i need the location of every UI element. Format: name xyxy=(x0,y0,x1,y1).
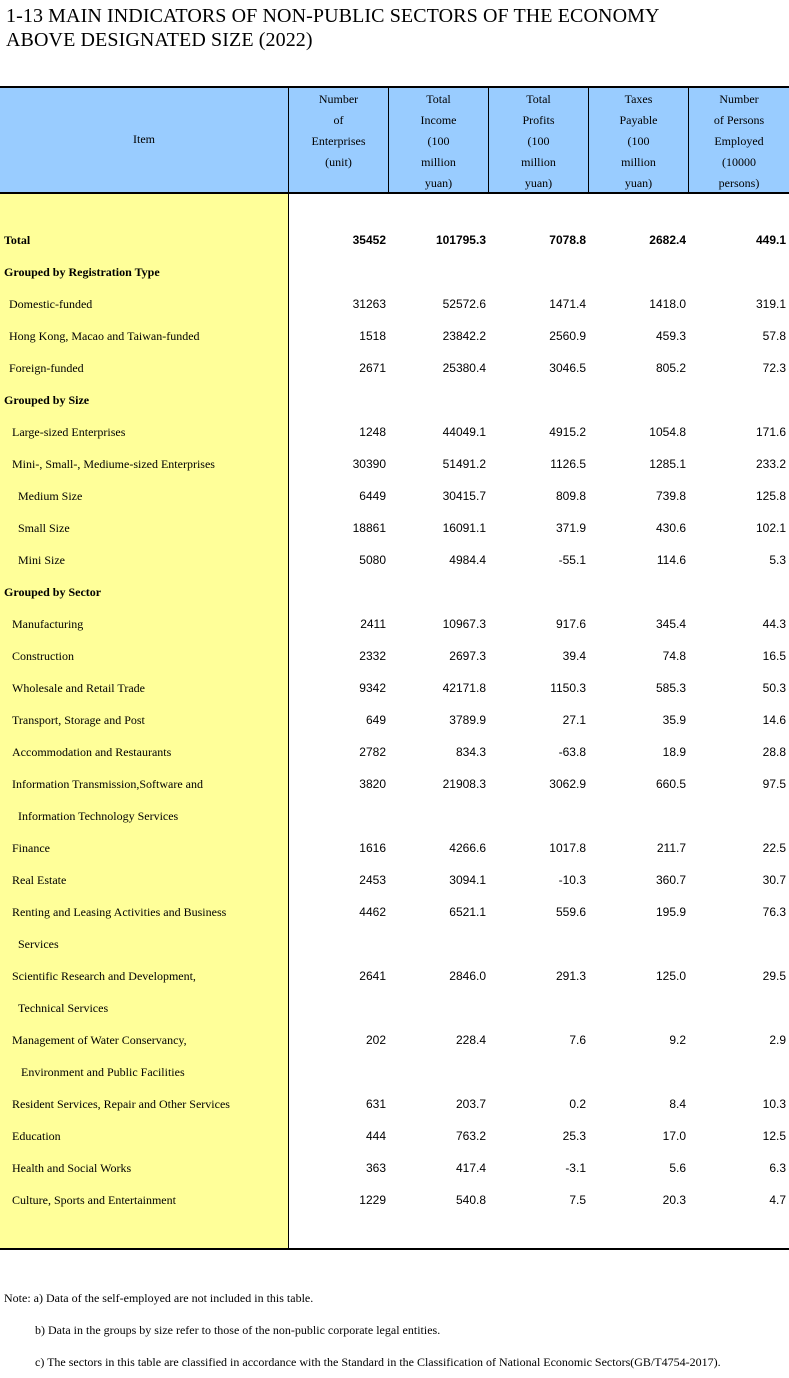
row-label: Grouped by Size xyxy=(4,393,90,407)
cell-value: 585.3 xyxy=(655,681,686,695)
row-label: Resident Services, Repair and Other Services xyxy=(12,1097,230,1111)
cell-value: 417.4 xyxy=(455,1161,486,1175)
row-label: Mini Size xyxy=(18,553,65,567)
cell-value: 1471.4 xyxy=(549,297,586,311)
cell-value: 360.7 xyxy=(655,873,686,887)
table-row xyxy=(0,1184,789,1216)
cell-value: 1229 xyxy=(359,1193,386,1207)
cell-value: 51491.2 xyxy=(442,457,486,471)
cell-value: 430.6 xyxy=(655,521,686,535)
cell-value: 2.9 xyxy=(769,1033,786,1047)
header-line: yuan) xyxy=(524,176,553,190)
table-row xyxy=(0,416,789,448)
cell-value: 5.3 xyxy=(769,553,786,567)
header-line: (10000 xyxy=(722,155,756,169)
row-label: Information Transmission,Software and xyxy=(12,777,203,791)
cell-value: 4915.2 xyxy=(549,425,586,439)
cell-value: 7.5 xyxy=(569,1193,586,1207)
header-total-profits xyxy=(489,86,588,193)
row-label: Scientific Research and Development, xyxy=(12,969,196,983)
cell-value: 4984.4 xyxy=(449,553,486,567)
cell-value: 3062.9 xyxy=(549,777,586,791)
cell-value: 228.4 xyxy=(455,1033,486,1047)
row-label: Accommodation and Restaurants xyxy=(12,745,172,759)
table-header xyxy=(0,86,789,193)
cell-value: 30415.7 xyxy=(442,489,486,503)
cell-value: 203.7 xyxy=(455,1097,486,1111)
cell-value: 2332 xyxy=(359,649,386,663)
cell-value: 18.9 xyxy=(662,745,686,759)
table-row xyxy=(0,544,789,576)
cell-value: 2453 xyxy=(359,873,386,887)
header-line: million xyxy=(421,155,456,169)
cell-value: 540.8 xyxy=(455,1193,486,1207)
cell-value: 2782 xyxy=(359,745,386,759)
cell-value: 291.3 xyxy=(555,969,586,983)
column-divider xyxy=(588,86,589,193)
cell-value: 2560.9 xyxy=(549,329,586,343)
table-row xyxy=(0,608,789,640)
cell-value: 29.5 xyxy=(762,969,786,983)
cell-value: 9342 xyxy=(359,681,386,695)
cell-value: 76.3 xyxy=(762,905,786,919)
cell-value: 1150.3 xyxy=(550,681,586,695)
cell-value: 1248 xyxy=(359,425,386,439)
cell-value: 834.3 xyxy=(455,745,486,759)
cell-value: 805.2 xyxy=(655,361,686,375)
table-row xyxy=(0,1024,789,1056)
header-line: Enterprises xyxy=(311,134,366,148)
cell-value: 559.6 xyxy=(555,905,586,919)
cell-value: 763.2 xyxy=(455,1129,486,1143)
cell-value: 35452 xyxy=(352,233,386,247)
cell-value: 319.1 xyxy=(755,297,786,311)
cell-value: 74.8 xyxy=(662,649,686,663)
table-title-line2: ABOVE DESIGNATED SIZE (2022) xyxy=(6,29,313,51)
cell-value: 1518 xyxy=(359,329,386,343)
table-row xyxy=(0,736,789,768)
table-row xyxy=(0,448,789,480)
header-line: Employed xyxy=(714,134,764,148)
row-label: Large-sized Enterprises xyxy=(12,425,126,439)
table-title xyxy=(6,4,660,52)
table-title-line1: 1-13 MAIN INDICATORS OF NON-PUBLIC SECTORS OF THE ECONOMY xyxy=(6,5,660,27)
cell-value: 4.7 xyxy=(769,1193,786,1207)
cell-value: 4462 xyxy=(359,905,386,919)
cell-value: 459.3 xyxy=(655,329,686,343)
header-line: Taxes xyxy=(624,92,653,106)
cell-value: 233.2 xyxy=(755,457,786,471)
header-line: Total xyxy=(426,92,451,106)
cell-value: 6.3 xyxy=(769,1161,786,1175)
header-line: persons) xyxy=(718,176,760,190)
row-label: Environment and Public Facilities xyxy=(21,1065,185,1079)
header-line: Income xyxy=(420,113,457,127)
table-row xyxy=(0,992,789,1024)
cell-value: -55.1 xyxy=(558,553,586,567)
row-label: Wholesale and Retail Trade xyxy=(12,681,145,695)
row-label: Manufacturing xyxy=(12,617,84,631)
row-label: Renting and Leasing Activities and Business xyxy=(12,905,227,919)
table-row xyxy=(0,576,789,608)
cell-value: 35.9 xyxy=(662,713,686,727)
table-row xyxy=(0,1152,789,1184)
table-row xyxy=(0,512,789,544)
header-line: yuan) xyxy=(424,176,453,190)
cell-value: 101795.3 xyxy=(435,233,486,247)
cell-value: 25380.4 xyxy=(442,361,486,375)
row-label: Real Estate xyxy=(12,873,67,887)
cell-value: 2682.4 xyxy=(649,233,686,247)
bottom-rule xyxy=(0,1248,789,1250)
cell-value: 0.2 xyxy=(569,1097,586,1111)
table-row xyxy=(0,864,789,896)
cell-value: 1418.0 xyxy=(649,297,686,311)
cell-value: 44049.1 xyxy=(442,425,486,439)
cell-value: 16.5 xyxy=(762,649,786,663)
cell-value: 917.6 xyxy=(555,617,586,631)
table-row xyxy=(0,224,789,256)
header-line: Number xyxy=(719,92,759,106)
cell-value: 9.2 xyxy=(669,1033,686,1047)
cell-value: 10.3 xyxy=(762,1097,786,1111)
cell-value: 6449 xyxy=(359,489,386,503)
cell-value: 3094.1 xyxy=(449,873,486,887)
header-total-income xyxy=(389,86,488,193)
header-line: Number xyxy=(318,92,359,106)
cell-value: 97.5 xyxy=(762,777,786,791)
cell-value: 202 xyxy=(365,1033,386,1047)
table-row xyxy=(0,896,789,928)
row-label: Small Size xyxy=(18,521,70,535)
column-divider xyxy=(388,86,389,193)
cell-value: 2671 xyxy=(359,361,386,375)
row-label: Finance xyxy=(12,841,50,855)
cell-value: 649 xyxy=(365,713,386,727)
table-row xyxy=(0,480,789,512)
cell-value: 3789.9 xyxy=(449,713,486,727)
cell-value: 25.3 xyxy=(562,1129,586,1143)
table-row xyxy=(0,704,789,736)
row-label: Foreign-funded xyxy=(9,361,84,375)
row-label: Health and Social Works xyxy=(12,1161,132,1175)
row-label: Education xyxy=(12,1129,61,1143)
row-label: Services xyxy=(18,937,59,951)
header-line: (100 xyxy=(427,134,450,148)
header-persons-employed xyxy=(689,86,789,193)
cell-value: 22.5 xyxy=(762,841,786,855)
cell-value: 3046.5 xyxy=(549,361,586,375)
row-label: Hong Kong, Macao and Taiwan-funded xyxy=(9,329,200,343)
cell-value: 809.8 xyxy=(555,489,586,503)
row-label: Transport, Storage and Post xyxy=(12,713,145,727)
cell-value: 30390 xyxy=(352,457,386,471)
header-rule xyxy=(0,192,789,194)
table-body xyxy=(0,193,789,1248)
cell-value: 660.5 xyxy=(655,777,686,791)
row-label: Culture, Sports and Entertainment xyxy=(12,1193,176,1207)
cell-value: 363 xyxy=(365,1161,386,1175)
cell-value: 1017.8 xyxy=(549,841,586,855)
row-label: Mini-, Small-, Mediume-sized Enterprises xyxy=(12,457,215,471)
cell-value: 211.7 xyxy=(656,841,686,855)
cell-value: 444 xyxy=(365,1129,386,1143)
column-divider xyxy=(688,86,689,193)
row-label: Technical Services xyxy=(18,1001,109,1015)
header-item: Item xyxy=(133,132,155,146)
cell-value: 5080 xyxy=(359,553,386,567)
cell-value: 6521.1 xyxy=(449,905,486,919)
cell-value: 195.9 xyxy=(655,905,686,919)
row-label: Medium Size xyxy=(18,489,83,503)
note-c: c) The sectors in this table are classified in accordance with the Standard in the Classification of National Economic Sectors(GB/T4754-2017). xyxy=(35,1355,721,1369)
cell-value: 2411 xyxy=(360,617,386,631)
header-taxes-payable xyxy=(589,86,688,193)
cell-value: 1054.8 xyxy=(649,425,686,439)
top-rule xyxy=(0,86,789,88)
cell-value: 52572.6 xyxy=(442,297,486,311)
cell-value: 3820 xyxy=(359,777,386,791)
header-line: million xyxy=(621,155,656,169)
header-line: (100 xyxy=(627,134,650,148)
header-line: yuan) xyxy=(624,176,653,190)
cell-value: 18861 xyxy=(352,521,386,535)
cell-value: 2697.3 xyxy=(449,649,486,663)
row-label: Grouped by Registration Type xyxy=(4,265,160,279)
table-row xyxy=(0,672,789,704)
cell-value: 72.3 xyxy=(762,361,786,375)
table-row xyxy=(0,960,789,992)
cell-value: 2846.0 xyxy=(449,969,486,983)
cell-value: 30.7 xyxy=(762,873,786,887)
header-line: of Persons xyxy=(713,113,765,127)
cell-value: 4266.6 xyxy=(449,841,486,855)
cell-value: 345.4 xyxy=(655,617,686,631)
table-row xyxy=(0,832,789,864)
cell-value: 42171.8 xyxy=(442,681,486,695)
cell-value: 102.1 xyxy=(755,521,786,535)
cell-value: 371.9 xyxy=(555,521,586,535)
cell-value: 449.1 xyxy=(755,233,786,247)
cell-value: 28.8 xyxy=(762,745,786,759)
table-row xyxy=(0,640,789,672)
column-divider xyxy=(488,86,489,193)
cell-value: 1285.1 xyxy=(649,457,686,471)
cell-value: 8.4 xyxy=(669,1097,686,1111)
cell-value: 7.6 xyxy=(569,1033,586,1047)
header-line: (unit) xyxy=(325,155,352,169)
cell-value: 631 xyxy=(365,1097,386,1111)
note-a: Note: a) Data of the self-employed are not included in this table. xyxy=(4,1291,314,1305)
cell-value: 171.6 xyxy=(755,425,786,439)
table-row xyxy=(0,384,789,416)
table-row xyxy=(0,352,789,384)
cell-value: 1616 xyxy=(359,841,386,855)
row-label: Domestic-funded xyxy=(9,297,93,311)
cell-value: 12.5 xyxy=(762,1129,786,1143)
cell-value: -10.3 xyxy=(558,873,586,887)
cell-value: 5.6 xyxy=(669,1161,686,1175)
cell-value: -3.1 xyxy=(565,1161,586,1175)
cell-value: 57.8 xyxy=(762,329,786,343)
cell-value: 21908.3 xyxy=(442,777,486,791)
cell-value: 14.6 xyxy=(762,713,786,727)
row-label: Information Technology Services xyxy=(18,809,179,823)
header-line: Payable xyxy=(619,113,658,127)
table-row xyxy=(0,288,789,320)
row-label: Grouped by Sector xyxy=(4,585,102,599)
header-enterprises xyxy=(289,86,388,193)
cell-value: 20.3 xyxy=(662,1193,686,1207)
row-label: Construction xyxy=(12,649,74,663)
cell-value: 739.8 xyxy=(655,489,686,503)
note-b: b) Data in the groups by size refer to those of the non-public corporate legal entities. xyxy=(35,1323,441,1337)
header-line: Total xyxy=(526,92,551,106)
cell-value: 50.3 xyxy=(762,681,786,695)
column-divider xyxy=(288,86,289,1250)
cell-value: 39.4 xyxy=(562,649,586,663)
cell-value: 7078.8 xyxy=(549,233,586,247)
cell-value: 23842.2 xyxy=(442,329,486,343)
cell-value: 17.0 xyxy=(662,1129,686,1143)
table-row xyxy=(0,928,789,960)
table-row xyxy=(0,800,789,832)
cell-value: 2641 xyxy=(359,969,386,983)
header-line: Profits xyxy=(522,113,555,127)
header-line: million xyxy=(521,155,556,169)
table-row xyxy=(0,320,789,352)
cell-value: 16091.1 xyxy=(442,521,486,535)
cell-value: -63.8 xyxy=(558,745,586,759)
header-line: (100 xyxy=(527,134,550,148)
cell-value: 27.1 xyxy=(562,713,586,727)
cell-value: 125.8 xyxy=(755,489,786,503)
table-row xyxy=(0,1120,789,1152)
cell-value: 125.0 xyxy=(655,969,686,983)
header-line: of xyxy=(333,113,344,127)
table-row xyxy=(0,1088,789,1120)
cell-value: 31263 xyxy=(352,297,386,311)
table-row xyxy=(0,1056,789,1088)
row-label: Management of Water Conservancy, xyxy=(12,1033,187,1047)
cell-value: 10967.3 xyxy=(442,617,486,631)
table-row xyxy=(0,768,789,800)
cell-value: 44.3 xyxy=(762,617,786,631)
row-label: Total xyxy=(4,233,31,247)
cell-value: 114.6 xyxy=(656,553,686,567)
table-row xyxy=(0,256,789,288)
cell-value: 1126.5 xyxy=(550,457,586,471)
